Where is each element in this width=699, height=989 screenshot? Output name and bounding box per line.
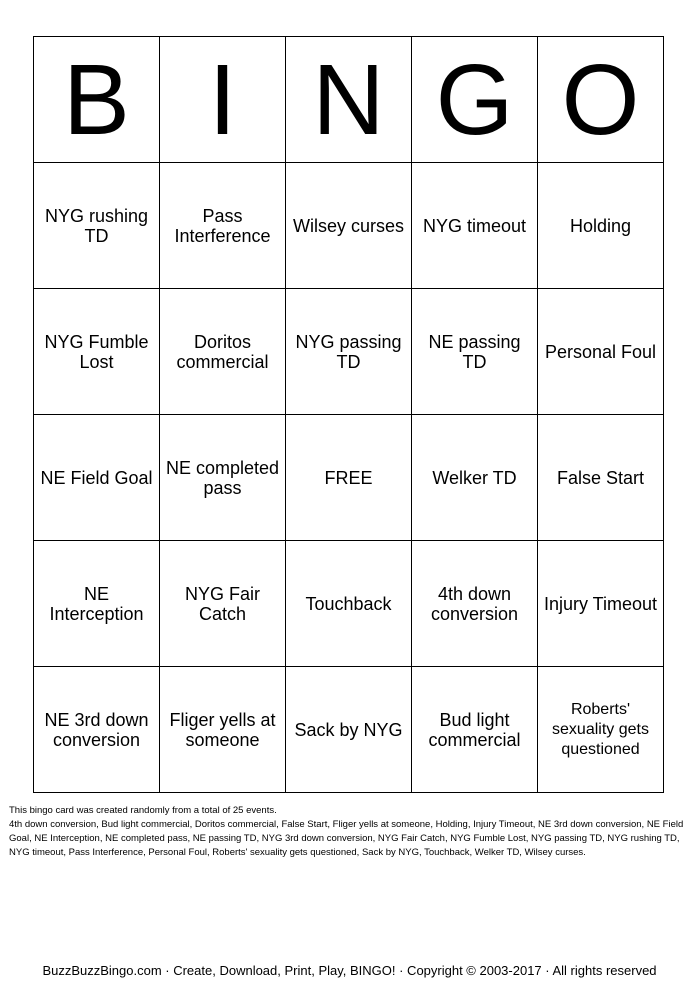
header-letter-g: G — [412, 37, 538, 163]
header-letter-b: B — [34, 37, 160, 163]
bingo-row — [34, 415, 664, 541]
bingo-cell: Sack by NYG — [286, 667, 412, 793]
bingo-cell: NE 3rd down conversion — [34, 667, 160, 793]
bingo-cell: Holding — [538, 163, 664, 289]
bingo-cell: Bud light commercial — [412, 667, 538, 793]
bingo-row — [34, 289, 664, 415]
events-list: 4th down conversion, Bud light commercial, Doritos commercial, False Start, Fliger yells at someone, Holding, Injury Timeout, NE 3rd down conversion, NE Field Goal, NE Interception, NE completed pass, NE passing TD, NYG 3rd down conversion, NYG Fair Catch, NYG Fumble Lost, NYG passing TD, NYG rushing TD, NYG timeout, Pass Interference, Personal Foul, Roberts' sexuality gets questioned, Sack by NYG, Touchback, Welker TD, Wilsey curses. — [9, 819, 684, 858]
bingo-cell: NYG Fair Catch — [160, 541, 286, 667]
bingo-cell: NE Interception — [34, 541, 160, 667]
card-info — [9, 804, 689, 860]
bingo-cell: False Start — [538, 415, 664, 541]
bingo-cell: Fliger yells at someone — [160, 667, 286, 793]
bingo-cell: Pass Interference — [160, 163, 286, 289]
free-space-cell: FREE — [286, 415, 412, 541]
header-letter-o: O — [538, 37, 664, 163]
bingo-row — [34, 163, 664, 289]
bingo-cell: 4th down conversion — [412, 541, 538, 667]
bingo-cell: NE Field Goal — [34, 415, 160, 541]
bingo-card — [33, 36, 664, 793]
header-letter-n: N — [286, 37, 412, 163]
bingo-cell: Welker TD — [412, 415, 538, 541]
bingo-cell: NYG timeout — [412, 163, 538, 289]
footer-copyright: BuzzBuzzBingo.com · Create, Download, Print, Play, BINGO! · Copyright © 2003-2017 · All rights reserved — [42, 963, 657, 978]
bingo-row — [34, 667, 664, 793]
bingo-cell: Touchback — [286, 541, 412, 667]
bingo-cell: Doritos commercial — [160, 289, 286, 415]
bingo-cell: NYG rushing TD — [34, 163, 160, 289]
header-letter-i: I — [160, 37, 286, 163]
bingo-cell: Injury Timeout — [538, 541, 664, 667]
created-note: This bingo card was created randomly from a total of 25 events. — [9, 805, 277, 816]
bingo-cell: NE completed pass — [160, 415, 286, 541]
bingo-cell: Wilsey curses — [286, 163, 412, 289]
bingo-row — [34, 541, 664, 667]
bingo-cell: Personal Foul — [538, 289, 664, 415]
bingo-header-row — [34, 37, 664, 163]
bingo-cell: NE passing TD — [412, 289, 538, 415]
bingo-cell: Roberts' sexuality gets questioned — [538, 667, 664, 793]
bingo-cell: NYG passing TD — [286, 289, 412, 415]
bingo-cell: NYG Fumble Lost — [34, 289, 160, 415]
